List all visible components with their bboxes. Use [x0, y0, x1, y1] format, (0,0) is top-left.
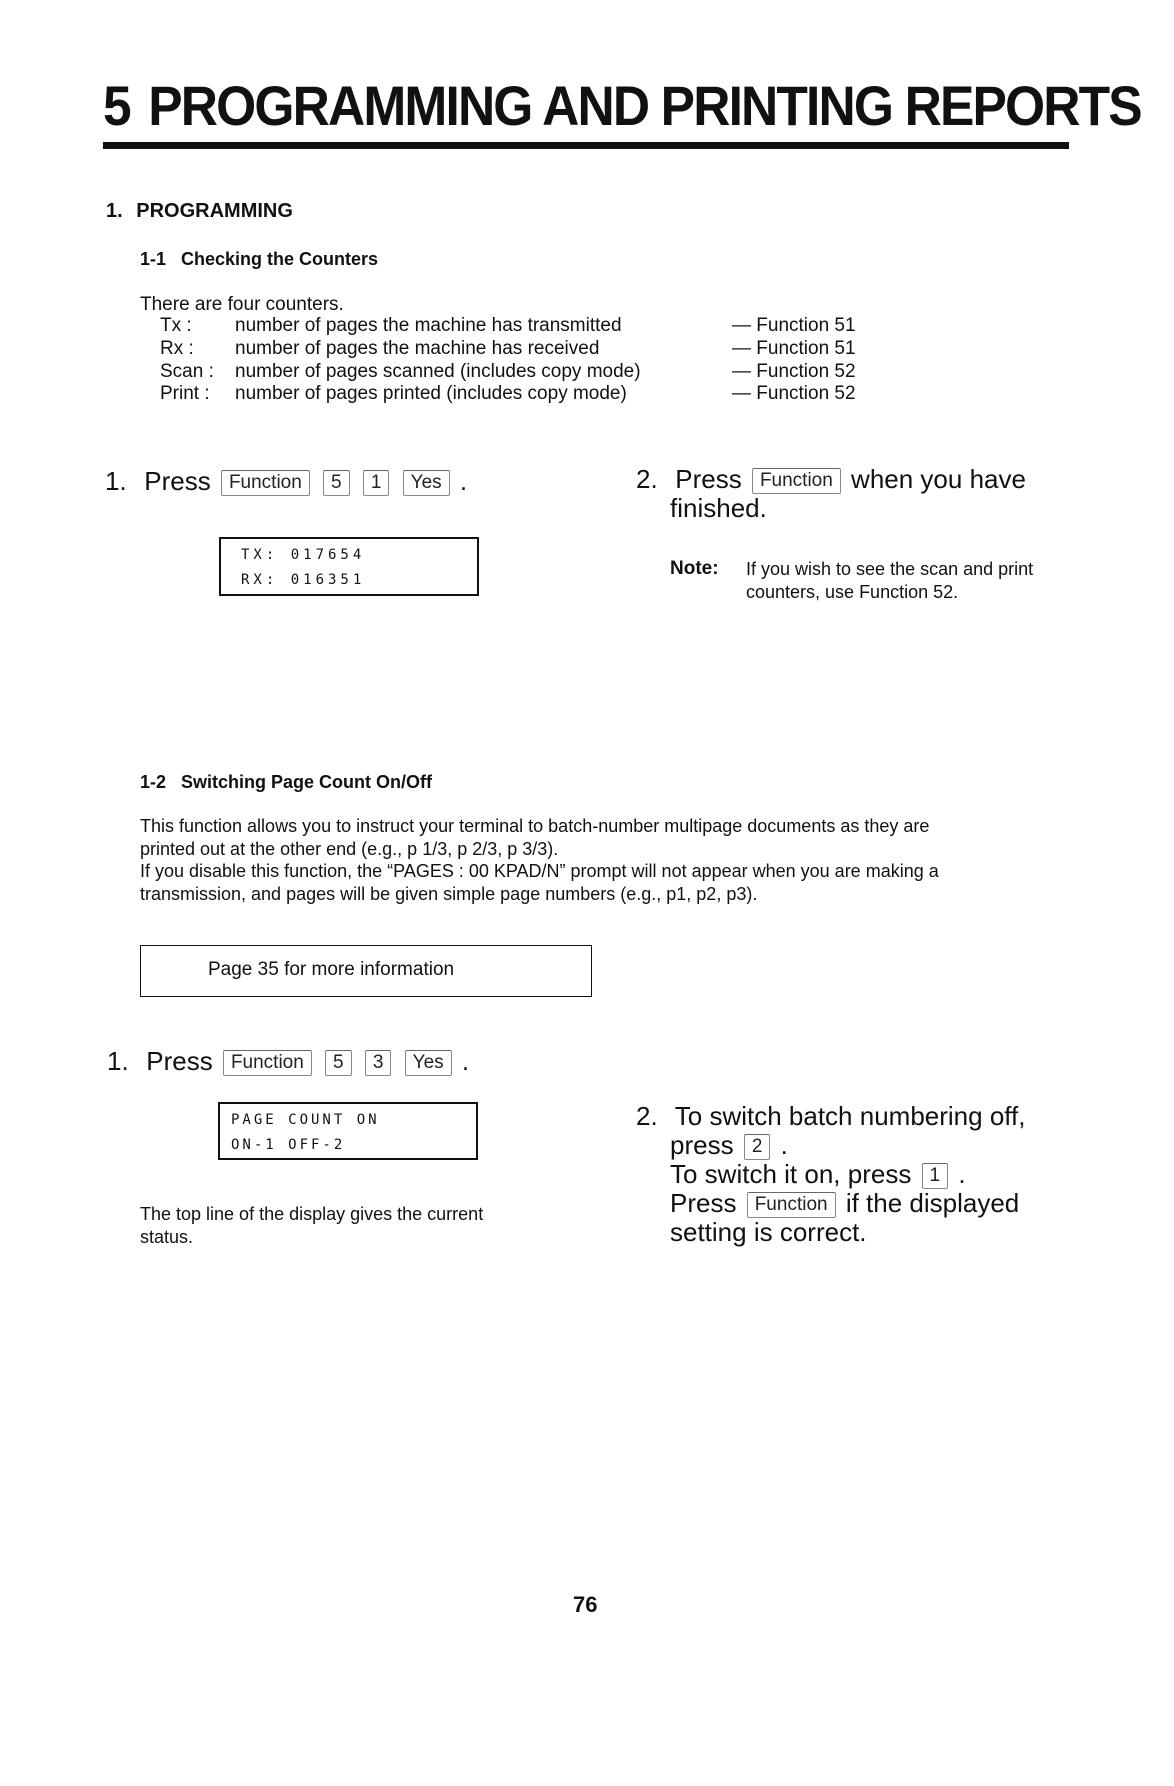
subsection-2-heading	[140, 772, 432, 793]
paragraph-line: transmission, and pages will be given simple page numbers (e.g., p1, p2, p3).	[140, 883, 758, 904]
counter-function: — Function 52	[732, 361, 856, 382]
counter-description: number of pages the machine has transmitted	[235, 315, 622, 336]
yes-key[interactable]: Yes	[403, 470, 450, 496]
display-caption	[140, 1203, 483, 1249]
subsection-1-number: 1-1	[140, 249, 167, 269]
subsection-2-number: 1-2	[140, 772, 167, 792]
step-2-2-line-5: setting is correct.	[670, 1217, 867, 1247]
counter-label: Rx :	[160, 338, 194, 359]
chapter-title	[103, 74, 1141, 137]
step-number: 2.	[636, 1101, 658, 1131]
counter-function: — Function 51	[732, 338, 856, 359]
step-text: press	[670, 1130, 734, 1160]
counter-description: number of pages the machine has received	[235, 338, 600, 359]
step-number: 1.	[107, 1046, 129, 1076]
chapter-number: 5	[103, 74, 130, 137]
function-key[interactable]: Function	[747, 1192, 836, 1218]
step-text: when you have	[851, 464, 1026, 494]
step-period: .	[461, 1046, 470, 1076]
lcd-line-2: ON-1 OFF-2	[231, 1137, 346, 1153]
section-title: PROGRAMMING	[136, 200, 293, 222]
note-line: If you wish to see the scan and print	[746, 559, 1034, 579]
digit-key-3[interactable]: 3	[365, 1050, 392, 1076]
counters-intro: There are four counters.	[140, 294, 344, 315]
step-number: 1.	[105, 466, 127, 496]
function-key[interactable]: Function	[221, 470, 310, 496]
caption-line: The top line of the display gives the current	[140, 1204, 484, 1224]
lcd-display-page-count	[218, 1102, 478, 1160]
title-rule	[103, 142, 1069, 149]
step-number: 2.	[636, 464, 658, 494]
step-2-2-line-2	[670, 1131, 788, 1160]
digit-key-5[interactable]: 5	[325, 1050, 352, 1076]
paragraph-line: This function allows you to instruct your terminal to batch-number multipage documents as they are	[140, 816, 930, 836]
caption-line: status.	[140, 1227, 194, 1247]
reference-box: Page 35 for more information	[140, 945, 592, 997]
counter-function: — Function 51	[732, 315, 856, 336]
step-period: .	[459, 466, 468, 496]
digit-key-2[interactable]: 2	[744, 1134, 771, 1160]
note-text	[746, 558, 1033, 604]
yes-key[interactable]: Yes	[405, 1050, 452, 1076]
chapter-title-text: PROGRAMMING AND PRINTING REPORTS	[148, 74, 1141, 137]
section-number: 1.	[106, 200, 123, 222]
step-press-text: Press	[675, 464, 742, 494]
counter-description: number of pages printed (includes copy mode)	[235, 383, 627, 404]
step-text: Press	[670, 1188, 737, 1218]
step-1-2	[636, 465, 1026, 494]
subsection-2-paragraph	[140, 815, 939, 905]
step-text: if the displayed	[845, 1188, 1020, 1218]
counter-function: — Function 52	[732, 383, 856, 404]
lcd-line-2: RX: 016351	[241, 572, 366, 588]
note-line: counters, use Function 52.	[746, 582, 959, 602]
paragraph-line: If you disable this function, the “PAGES : 00 KPAD/N” prompt will not appear when you are making a	[140, 861, 939, 881]
counter-label: Tx :	[160, 315, 192, 336]
subsection-1-heading	[140, 249, 378, 270]
note-label: Note:	[670, 558, 719, 579]
step-1-1	[105, 467, 467, 496]
lcd-display-counters	[219, 537, 479, 596]
step-2-2	[636, 1102, 1025, 1131]
step-2-1	[107, 1047, 469, 1076]
step-period: .	[780, 1130, 788, 1160]
step-text: To switch batch numbering off,	[674, 1101, 1026, 1131]
function-key[interactable]: Function	[223, 1050, 312, 1076]
counter-description: number of pages scanned (includes copy mode)	[235, 361, 641, 382]
step-2-2-line-3	[670, 1160, 966, 1189]
lcd-line-1: TX: 017654	[241, 547, 366, 563]
step-1-2-line-2: finished.	[670, 493, 767, 523]
function-key[interactable]: Function	[752, 468, 841, 494]
counter-label: Scan :	[160, 361, 214, 382]
step-press-text: Press	[144, 466, 211, 496]
step-press-text: Press	[146, 1046, 213, 1076]
paragraph-line: printed out at the other end (e.g., p 1/3, p 2/3, p 3/3).	[140, 838, 559, 859]
lcd-line-1: PAGE COUNT ON	[231, 1112, 380, 1128]
digit-key-1[interactable]: 1	[922, 1163, 949, 1189]
digit-key-5[interactable]: 5	[323, 470, 350, 496]
subsection-2-title: Switching Page Count On/Off	[181, 772, 433, 792]
page-number: 76	[573, 1592, 598, 1617]
counter-label: Print :	[160, 383, 210, 404]
step-2-2-line-4	[670, 1189, 1019, 1218]
subsection-1-title: Checking the Counters	[181, 249, 379, 269]
section-heading	[106, 200, 293, 223]
step-text: To switch it on, press	[670, 1159, 912, 1189]
step-period: .	[958, 1159, 966, 1189]
digit-key-1[interactable]: 1	[363, 470, 390, 496]
